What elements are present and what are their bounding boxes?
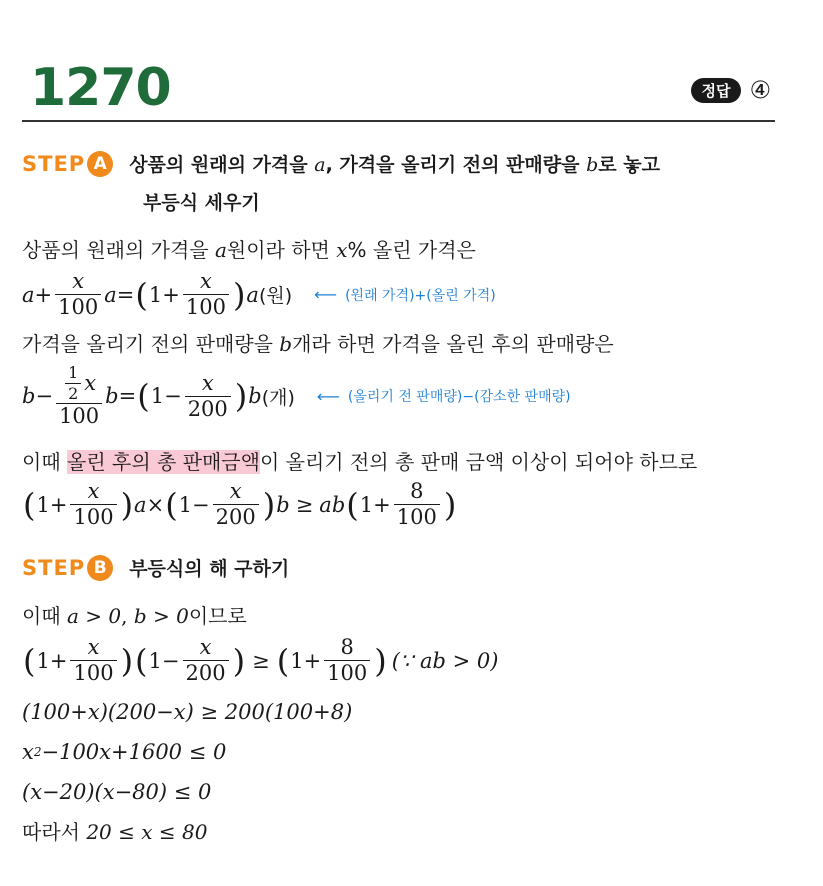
eq3-lp2: ( [165, 485, 178, 524]
eq2-frac2 [185, 372, 231, 421]
eq3-x: x [87, 479, 100, 503]
eq1-lparen: ( [135, 275, 148, 314]
t3-post: 이 올리기 전의 총 판매 금액 이상이 되어야 하므로 [259, 450, 698, 474]
eq2-lparen: ( [137, 377, 150, 416]
eq2-unit: (개) [261, 386, 295, 409]
t3-highlight: 올린 후의 총 판매금액 [67, 450, 260, 474]
eq3-frac3 [394, 480, 440, 529]
eq3-lp3: ( [346, 485, 359, 524]
eq2-b1: b [22, 384, 36, 409]
eq1-note-text: (원래 가격)+(올린 가격) [345, 287, 496, 304]
eq3-d1: 100 [70, 504, 116, 529]
t4-post: 이므로 [188, 604, 247, 628]
eq2-half-num: 1 [68, 363, 79, 382]
eq3-lp1: ( [23, 485, 36, 524]
eq3-d2: 200 [213, 504, 259, 529]
eq4-ge: ≥ [252, 648, 270, 673]
t2-var: b [279, 332, 293, 356]
step-a-title-pre: 상품의 원래의 가격을 [129, 154, 308, 176]
eq4-lp2: ( [135, 641, 148, 680]
left-arrow-icon: ⟵ [316, 386, 340, 406]
var-b: b [586, 154, 599, 176]
eq4-frac1 [70, 636, 116, 685]
eq1-frac2 [183, 270, 229, 319]
conclusion [22, 816, 207, 845]
eq4-n3: 8 [340, 635, 354, 659]
var-a: a [314, 154, 326, 176]
t1-post: % 올린 가격은 [347, 238, 476, 262]
step-a-title-mid: , 가격을 올리기 전의 판매량을 [325, 154, 580, 176]
eq2-hx: x [84, 370, 97, 395]
eq2-half-den: 2 [65, 383, 81, 403]
eq2-rparen: ) [234, 377, 248, 416]
t2-post: 개라 하면 가격을 올린 후의 판매량은 [292, 332, 614, 356]
eq1-plus2: + [162, 282, 180, 307]
t4-sep: , [121, 604, 128, 628]
eq4-rp1: ) [120, 641, 134, 680]
eq4-minus: − [161, 648, 180, 673]
eq3-rp3: ) [443, 485, 457, 524]
text-positivity [22, 600, 247, 629]
eq4-frac3 [324, 636, 370, 685]
eq2-note [317, 386, 571, 406]
equation-quadratic [22, 740, 226, 764]
text-total-sales-condition [22, 446, 697, 475]
eq6-exp: 2 [33, 745, 42, 759]
eq1-plus: + [34, 282, 53, 307]
eq4-because: (∵ ab > 0) [391, 648, 499, 673]
eq3-plus2: + [373, 492, 391, 517]
eq3-a: a [134, 492, 147, 517]
answer-badge [691, 76, 772, 104]
t1-var2: x [336, 238, 348, 262]
eq3-minus: − [192, 492, 210, 517]
eq3-frac1 [70, 480, 116, 529]
eq3-ge: ≥ [295, 492, 314, 517]
eq4-lp1: ( [23, 641, 36, 680]
eq1-unit: (원) [258, 285, 293, 308]
eq1-note [314, 285, 496, 305]
eq4-one: 1 [36, 648, 50, 673]
step-b-heading [22, 554, 289, 581]
equation-reduced-volume [22, 364, 571, 428]
equation-divided [22, 636, 498, 685]
eq4-plus2: + [303, 648, 322, 673]
eq3-frac2 [213, 480, 259, 529]
eq2-complex-num [59, 364, 99, 403]
text-original-price [22, 234, 476, 263]
conclusion-pre: 따라서 [22, 820, 80, 844]
equation-factored: (x−20)(x−80) ≤ 0 [22, 780, 212, 804]
eq3-one: 1 [36, 492, 50, 517]
eq3-rp1: ) [120, 485, 134, 524]
eq3-one2: 1 [178, 492, 193, 517]
eq4-plus: + [49, 648, 68, 673]
eq2-minus2: − [164, 384, 182, 409]
eq3-plus: + [49, 492, 68, 517]
eq2-minus: − [35, 384, 54, 409]
equation-expanded: (100+x)(200−x) ≥ 200(100+8) [22, 700, 353, 724]
t2-pre: 가격을 올리기 전의 판매량을 [22, 332, 273, 356]
text-sales-volume [22, 328, 614, 357]
eq2-den: 100 [56, 403, 102, 428]
eq4-d2: 200 [183, 660, 229, 685]
eq1-one: 1 [148, 282, 163, 307]
eq3-b: b [276, 492, 290, 517]
eq3-one3: 1 [359, 492, 374, 517]
eq3-x2: x [229, 479, 242, 503]
eq1-frac [55, 270, 101, 319]
eq4-d1: 100 [70, 660, 116, 685]
eq1-a1: a [22, 282, 35, 307]
eq2-complex-frac [56, 364, 102, 428]
eq1-num: x [72, 269, 85, 293]
eq2-b2: b [105, 384, 119, 409]
eq2-den2: 200 [185, 396, 231, 421]
eq2-half [65, 364, 81, 402]
answer-label: 정답 [691, 78, 742, 103]
eq3-times: × [146, 492, 165, 517]
t4-pre: 이때 [22, 604, 61, 628]
eq3-n3: 8 [410, 479, 424, 503]
eq4-x: x [87, 635, 100, 659]
eq2-b3: b [248, 384, 262, 409]
eq4-d3: 100 [324, 660, 370, 685]
eq2-eq: = [118, 384, 137, 409]
t3-pre: 이때 [22, 450, 61, 474]
eq4-one2: 1 [148, 648, 162, 673]
eq1-den2: 100 [183, 294, 229, 319]
eq1-a3: a [246, 282, 259, 307]
eq3-rp2: ) [262, 485, 276, 524]
t1-var: a [214, 238, 227, 262]
step-b-title: 부등식의 해 구하기 [129, 558, 290, 580]
eq2-num2: x [201, 370, 214, 395]
eq6-rest: −100x+1600 ≤ 0 [41, 740, 227, 764]
eq4-rp3: ) [374, 641, 387, 680]
eq3-d3: 100 [394, 504, 440, 529]
eq1-den: 100 [55, 294, 101, 319]
eq4-rp2: ) [232, 641, 246, 680]
eq1-rparen: ) [232, 275, 246, 314]
eq2-one: 1 [150, 384, 165, 409]
eq1-num2: x [199, 269, 212, 293]
eq3-ab: ab [319, 492, 346, 517]
step-a-letter: A [87, 151, 113, 177]
problem-number: 1270 [30, 58, 171, 118]
eq1-a2: a [104, 282, 117, 307]
step-a-heading [22, 150, 660, 177]
conclusion-expr: 20 ≤ x ≤ 80 [86, 820, 208, 844]
answer-value: ④ [749, 76, 771, 104]
step-a-title-post: 로 놓고 [598, 154, 660, 176]
eq4-one3: 1 [290, 648, 304, 673]
eq4-frac2 [183, 636, 229, 685]
equation-raised-price [22, 270, 496, 319]
eq4-x2: x [199, 635, 212, 659]
header-divider [22, 120, 775, 122]
t4-cond2: b > 0 [133, 604, 189, 628]
step-a-title-line2: 부등식 세우기 [143, 192, 260, 214]
eq2-note-text: (올리기 전 판매량)−(감소한 판매량) [347, 389, 571, 406]
equation-inequality-setup [22, 480, 457, 529]
step-b-letter: B [87, 555, 113, 581]
eq4-lp3: ( [276, 641, 290, 680]
t1-mid: 원이라 하면 [226, 238, 330, 262]
left-arrow-icon: ⟵ [314, 285, 338, 305]
step-b-label: STEP [22, 555, 86, 580]
step-a-label: STEP [22, 151, 86, 176]
t1-pre: 상품의 원래의 가격을 [22, 238, 209, 262]
t4-cond1: a > 0 [67, 604, 122, 628]
step-a-title [129, 150, 660, 177]
eq6-base: x [22, 740, 34, 764]
eq1-eq: = [116, 282, 135, 307]
